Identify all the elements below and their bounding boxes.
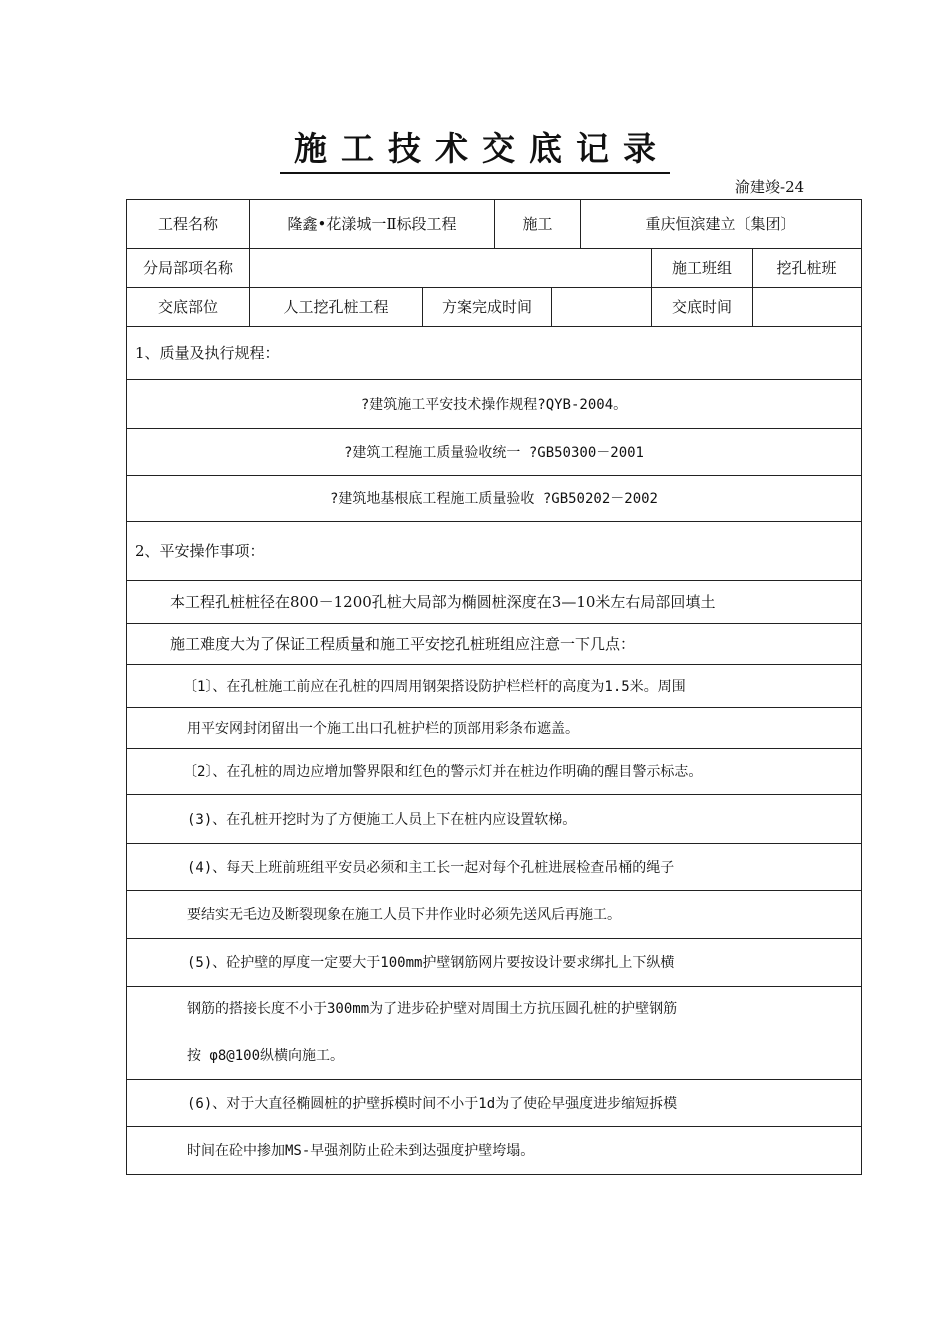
subproject-label: 分局部项名称: [142, 259, 233, 277]
part-label: 交底部位: [157, 298, 218, 316]
disclosure-time-label: 交底时间: [671, 298, 732, 316]
section-heading-safety: 2、平安操作事项：: [135, 542, 265, 560]
safety-line: 本工程孔桩桩径在800－1200孔桩大局部为椭圆桩深度在3—10米左右局部回填土: [170, 593, 716, 611]
project-name-label: 工程名称: [157, 215, 218, 233]
safety-line: (6)、对于大直径椭圆桩的护壁拆模时间不小于1d为了使砼早强度进步缩短拆模: [187, 1095, 678, 1112]
construction-value: 重庆恒滨建立〔集团〕: [645, 215, 796, 233]
safety-line: 〔2〕、在孔桩的周边应增加警界限和红色的警示灯并在桩边作明确的醒目警示标志。: [183, 764, 703, 780]
team-value: 挖孔桩班: [776, 259, 837, 277]
disclosure-time-value: [752, 287, 861, 326]
section-heading-quality: 1、质量及执行规程：: [135, 344, 280, 362]
safety-line: 按 φ8@100纵横向施工。: [187, 1047, 345, 1064]
safety-line: 施工难度大为了保证工程质量和施工平安挖孔桩班组应注意一下几点：: [170, 635, 636, 653]
document-code: 渝建竣-24: [735, 178, 805, 196]
safety-line: 〔1〕、在孔桩施工前应在孔桩的四周用钢架搭设防护栏栏杆的高度为1.5米。周围: [183, 678, 686, 695]
team-label: 施工班组: [671, 259, 732, 277]
table-border-left: [126, 199, 127, 1175]
safety-line: 要结实无毛边及断裂现象在施工人员下井作业时必须先送风后再施工。: [187, 907, 621, 923]
part-value: 人工挖孔桩工程: [283, 298, 389, 316]
safety-line: 时间在砼中掺加MS-早强剂防止砼未到达强度护壁垮塌。: [187, 1143, 535, 1159]
construction-label: 施工: [522, 215, 553, 233]
page-title: 施工技术交底记录: [0, 128, 950, 174]
safety-line: (3)、在孔桩开挖时为了方便施工人员上下在桩内应设置软梯。: [187, 811, 577, 828]
safety-line: 钢筋的搭接长度不小于300mm为了进步砼护壁对周围土方抗压圆孔桩的护壁钢筋: [187, 1001, 678, 1017]
plan-time-value: [551, 287, 652, 326]
safety-line: 用平安网封闭留出一个施工出口孔桩护栏的顶部用彩条布遮盖。: [187, 720, 579, 737]
safety-line: (5)、砼护壁的厚度一定要大于100mm护壁钢筋网片要按设计要求绑扎上下纵横: [187, 955, 675, 971]
project-name-value: 隆鑫•花漾城一Ⅱ标段工程: [287, 215, 457, 233]
safety-line: (4)、每天上班前班组平安员必须和主工长一起对每个孔桩进展检查吊桶的绳子: [187, 859, 675, 876]
standard-item: ?建筑施工平安技术操作规程?QYB-2004。: [360, 396, 628, 413]
subproject-value: [249, 248, 652, 287]
plan-time-label: 方案完成时间: [441, 298, 532, 316]
standard-item: ?建筑工程施工质量验收统一 ?GB50300－2001: [343, 444, 644, 461]
table-border-right: [861, 199, 862, 1175]
table-border-bottom: [126, 1174, 862, 1175]
standard-item: ?建筑地基根底工程施工质量验收 ?GB50202－2002: [329, 491, 658, 507]
